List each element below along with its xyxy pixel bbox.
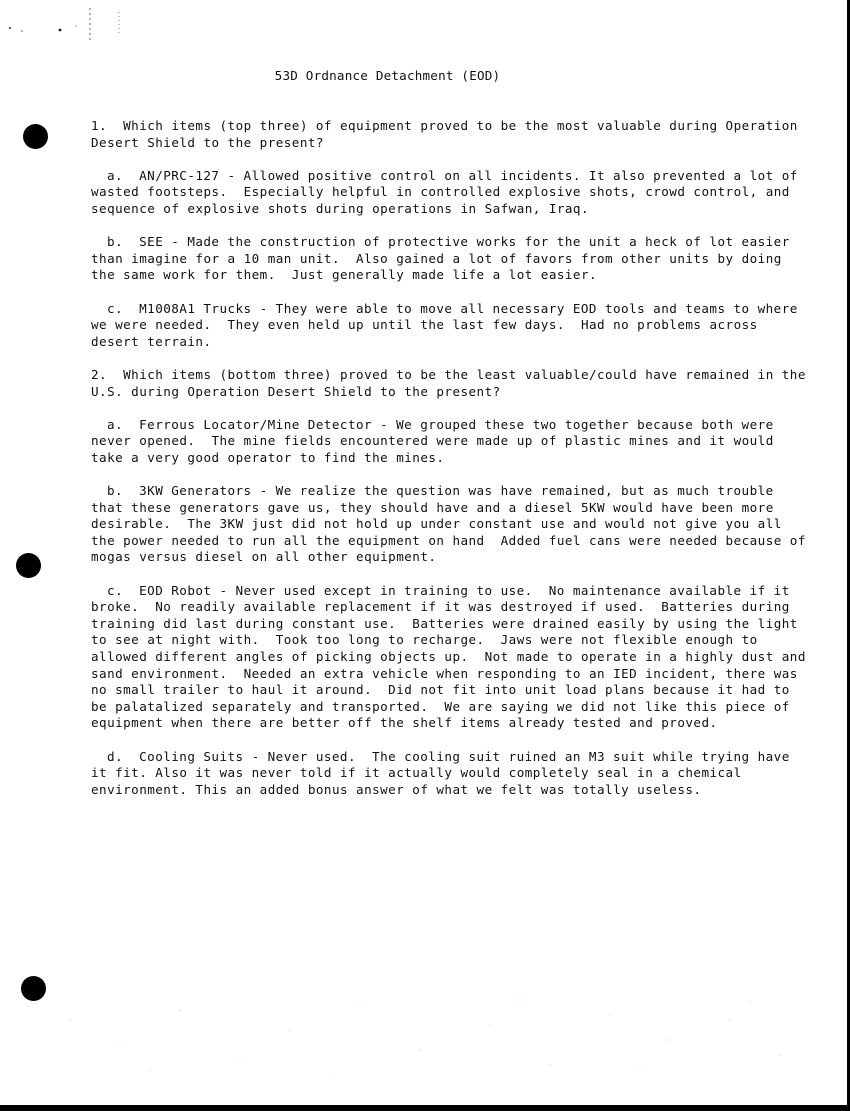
document-title: 53D Ordnance Detachment (EOD) [274, 68, 501, 83]
question-2-item-b: b. 3KW Generators - We realize the question was have remained, but as much trouble that these generators gave us, they should have and a diesel 5KW would have been more desirable. The 3KW just did not hold up under constant use and would not give you all the power needed to run all the equipment on hand Added fuel cans were needed because of mogas versus diesel on all other equipment. [91, 483, 814, 565]
scan-artifact-marks [8, 6, 128, 46]
question-1-item-c: c. M1008A1 Trucks - They were able to move all necessary EOD tools and teams to where we were needed. They even held up until the last few days. Had no problems across desert terrain. [91, 300, 806, 349]
document-body [91, 118, 814, 815]
question-1-item-b: b. SEE - Made the construction of protective works for the unit a heck of lot easier than imagine for a 10 man unit. Also gained a lot of favors from other units by doing the same work for them. Just generally made life a lot easier. [91, 234, 798, 283]
question-2-item-d: d. Cooling Suits - Never used. The cooling suit ruined an M3 suit while trying have it fit. Also it was never told if it actually would completely seal in a chemical environment. This an added bonus answer of what we felt was totally useless. [91, 748, 798, 797]
punch-hole-middle [16, 553, 41, 578]
question-2: 2. Which items (bottom three) proved to be the least valuable/could have remained in the U.S. during Operation Desert Shield to the present? [91, 366, 814, 399]
scan-noise [30, 990, 820, 1080]
punch-hole-top [23, 124, 48, 149]
question-1: 1. Which items (top three) of equipment proved to be the most valuable during Operation Desert Shield to the present? [91, 118, 806, 150]
question-2-item-a: a. Ferrous Locator/Mine Detector - We grouped these two together because both were never opened. The mine fields encountered were made up of plastic mines and it would take a very good operator to find the mines. [91, 416, 782, 465]
page-edge-bottom [0, 1105, 850, 1111]
question-1-item-a: a. AN/PRC-127 - Allowed positive control on all incidents. It also prevented a lot of wasted footsteps. Especially helpful in controlled explosive shots, crowd control, and sequence of explosive shots during operations in Safwan, Iraq. [91, 167, 806, 216]
question-2-item-c: c. EOD Robot - Never used except in training to use. No maintenance available if it broke. No readily available replacement if it was destroyed if used. Batteries during training did last during constant use. Batteries were drained easily by using the light to see at night with. Took too long to recharge. Jaws were not flexible enough to allowed different angles of picking objects up. Not made to operate in a highly dust and sand environment. Needed an extra vehicle when responding to an IED incident, there was no small trailer to haul it around. Did not fit into unit load plans because it had to be palatalized separately and transported. We are saying we did not like this piece of equipment when there are better off the shelf items already tested and proved. [91, 582, 814, 731]
